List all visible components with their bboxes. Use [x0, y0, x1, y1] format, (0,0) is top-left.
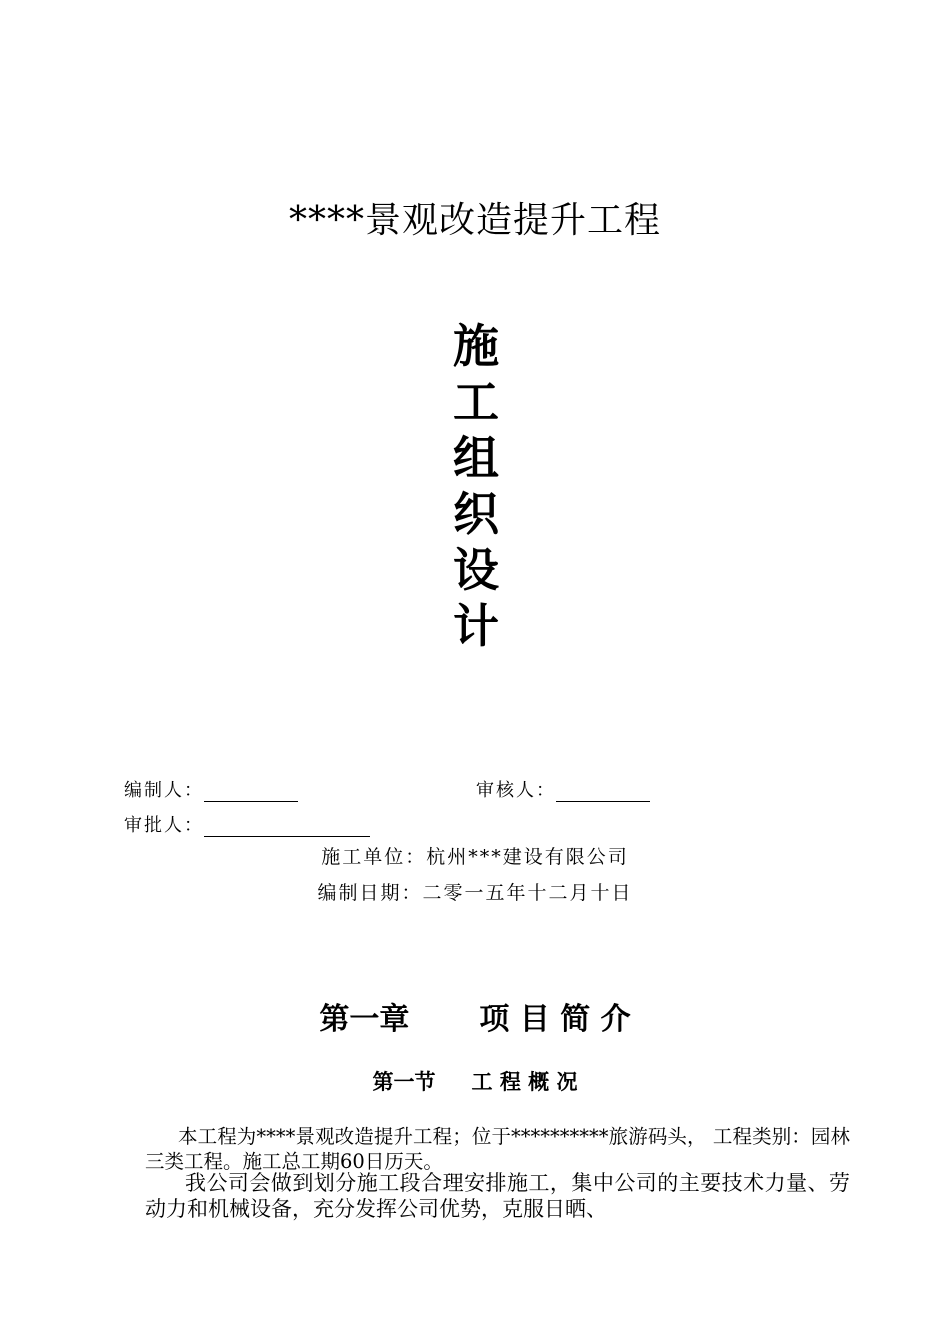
doc-title-char: 设 [453, 543, 499, 597]
reviewer-line [476, 776, 650, 802]
body-paragraph: 本工程为****景观改造提升工程；位于**********旅游码头， 工程类别：园林三类工程。施工总工期60日历天。 [145, 1125, 850, 1173]
doc-title-char: 计 [453, 599, 499, 653]
section-number: 第一节 [372, 1069, 436, 1094]
compiler-blank [204, 783, 298, 802]
doc-title-char: 织 [453, 487, 499, 541]
approver-line [124, 811, 370, 837]
body-paragraph: 我公司会做到划分施工段合理安排施工，集中公司的主要技术力量、劳动力和机械设备，充分发挥公司优势，克服日晒、 [145, 1171, 850, 1221]
doc-title-char: 组 [453, 431, 499, 485]
document-title-vertical [445, 318, 507, 654]
project-title: ****景观改造提升工程 [288, 200, 661, 241]
approver-blank [204, 818, 370, 837]
construction-unit: 施工单位：杭州***建设有限公司 [321, 846, 629, 868]
chapter-number: 第一章 [319, 1002, 410, 1037]
doc-title-char: 工 [453, 375, 499, 429]
compile-date: 编制日期：二零一五年十二月十日 [317, 882, 633, 904]
compiler-line [124, 776, 298, 802]
reviewer-label: 审核人： [476, 780, 556, 801]
section-heading [0, 1066, 950, 1096]
approver-label: 审批人： [124, 815, 204, 836]
chapter-title: 项 目 简 介 [479, 1002, 631, 1037]
section-title: 工 程 概 况 [471, 1069, 578, 1094]
reviewer-blank [556, 783, 650, 802]
chapter-heading [0, 994, 950, 1038]
compiler-label: 编制人： [124, 780, 204, 801]
doc-title-char: 施 [453, 319, 499, 373]
